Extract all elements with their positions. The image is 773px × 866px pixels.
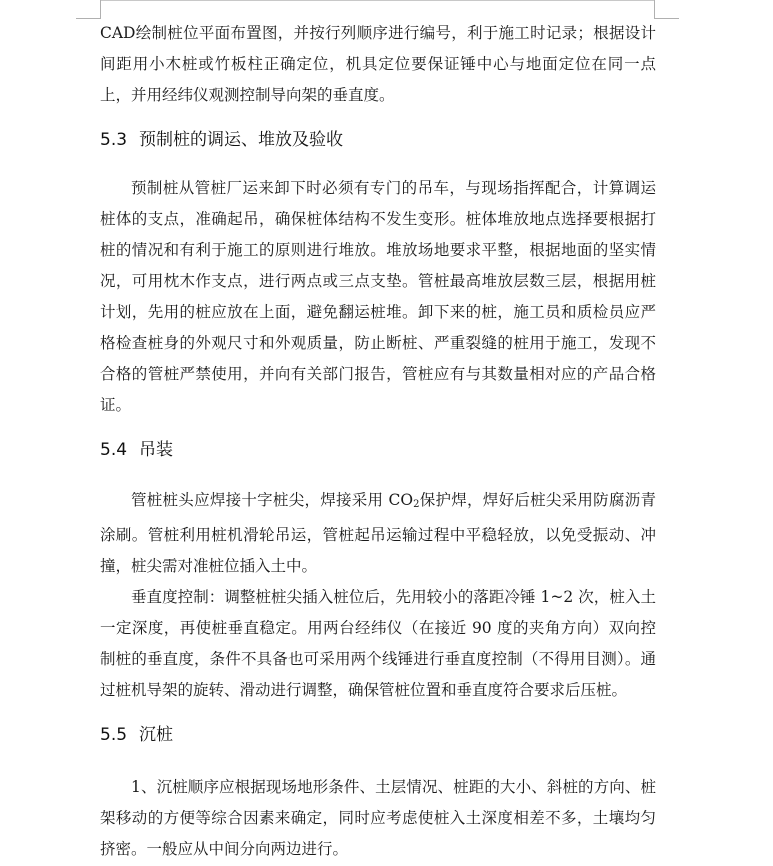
paragraph-text: 管桩桩头应焊接十字桩尖，焊接采用 CO [131,491,414,509]
section-title: 吊装 [139,440,174,460]
paragraph-text: 保护焊，焊好后桩尖采用防腐沥青涂刷。管桩利用桩机滑轮吊运，管桩起吊运输过程中平稳轻放，以免受振动、冲撞，桩尖需对准桩位插入土中。 [100,491,656,575]
section-5-4-heading [100,437,656,463]
section-number: 5.4 [100,440,128,460]
section-number: 5.3 [100,130,128,150]
page-margin-corner-right [654,0,679,19]
page-top-border [100,0,654,1]
section-5-3-heading [100,127,656,153]
section-5-5-paragraph: 1、沉桩顺序应根据现场地形条件、土层情况、桩距的大小、斜桩的方向、桩架移动的方便等综合因素来确定，同时应考虑使桩入土深度相差不多，土壤均匀挤密。一般应从中间分向两边进行。 [100,778,656,858]
document-body [100,18,656,865]
page-margin-corner-left [76,0,101,19]
section-5-4-paragraph-2: 垂直度控制：调整桩桩尖插入桩位后，先用较小的落距冷锤 1~2 次，桩入土一定深度，再使桩垂直稳定。用两台经纬仪（在接近 90 度的夹角方向）双向控制桩的垂直度，条件不具备也可采用两个线锤进行垂直度控制（不得用目测）。通过桩机导架的旋转、滑动进行调整，确保管桩位置和垂直度符合要求后压桩。 [100,588,656,699]
co2-subscript: 2 [413,499,420,510]
section-5-5-heading [100,722,656,748]
section-5-3-paragraph: 预制桩从管桩厂运来卸下时必须有专门的吊车，与现场指挥配合，计算调运桩体的支点，准确起吊，确保桩体结构不发生变形。桩体堆放地点选择要根据打桩的情况和有利于施工的原则进行堆放。堆放场地要求平整，根据地面的坚实情况，可用枕木作支点，进行两点或三点支垫。管桩最高堆放层数三层，根据用桩计划，先用的桩应放在上面，避免翻运桩堆。卸下来的桩，施工员和质检员应严格检查桩身的外观尺寸和外观质量，防止断桩、严重裂缝的桩用于施工，发现不合格的管桩严禁使用，并向有关部门报告，管桩应有与其数量相对应的产品合格证。 [100,179,656,414]
section-number: 5.5 [100,725,128,745]
section-title: 沉桩 [139,725,174,745]
section-5-4-paragraph-1 [100,485,656,582]
section-title: 预制桩的调运、堆放及验收 [139,130,344,150]
intro-paragraph: CAD绘制桩位平面布置图，并按行列顺序进行编号，利于施工时记录；根据设计间距用小木桩或竹板柱正确定位，机具定位要保证锤中心与地面定位在同一点上，并用经纬仪观测控制导向架的垂直度。 [100,24,656,104]
